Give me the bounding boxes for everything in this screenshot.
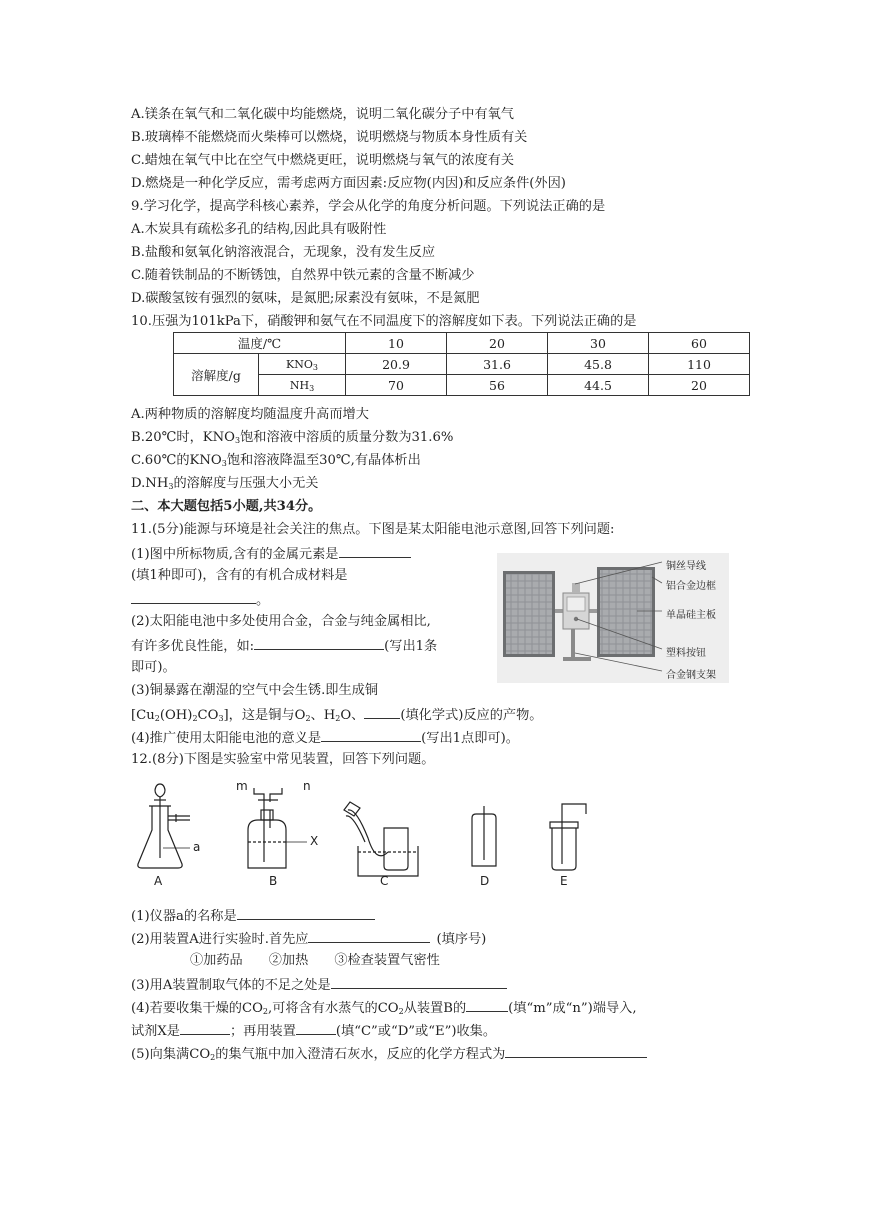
label-steel-bracket: 合金钢支架 xyxy=(666,670,716,681)
table-cell: 20 xyxy=(649,375,750,396)
table-cell: 45.8 xyxy=(548,354,649,375)
q11-part1: (1)图中所标物质,含有的金属元素是 xyxy=(131,544,411,564)
kno3-label: $KNO_3$ xyxy=(259,354,346,375)
label-aluminum-frame: 铝合金边框 xyxy=(666,581,716,592)
option-8c: C.蜡烛在氧气中比在空气中燃烧更旺，说明燃烧与氧气的浓度有关 xyxy=(131,153,515,168)
q12-part5: (5)向集满$CO_2$的集气瓶中加入澄清石灰水，反应的化学方程式为 xyxy=(131,1044,647,1064)
q11-part3: (3)铜暴露在潮湿的空气中会生锈.即生成铜 xyxy=(131,683,379,698)
table-cell: 56 xyxy=(447,375,548,396)
question-11-stem: 11.(5分)能源与环境是社会关注的焦点。下图是某太阳能电池示意图,回答下列问题: xyxy=(131,522,615,537)
q11-part2-cont: 有许多优良性能，如: (写出1条 xyxy=(131,636,437,656)
option-10b: B.20℃时，$KNO_3$饱和溶液中溶质的质量分数为31.6% xyxy=(131,430,454,445)
apparatus-a xyxy=(138,784,190,868)
table-cell: 70 xyxy=(346,375,447,396)
option-8b: B.玻璃棒不能燃烧而火柴棒可以燃烧，说明燃烧与物质本身性质有关 xyxy=(131,130,528,145)
question-10-stem: 10.压强为101kPa下，硝酸钾和氨气在不同温度下的溶解度如下表。下列说法正确的是 xyxy=(131,314,637,329)
label-silicon-board: 单晶硅主板 xyxy=(666,610,716,621)
q12-part3: (3)用A装置制取气体的不足之处是 xyxy=(131,975,507,995)
q12-part4-cont: 试剂X是 ；再用装置 (填“C”或“D”或“E”)收集。 xyxy=(131,1021,496,1041)
table-cell: 44.5 xyxy=(548,375,649,396)
table-cell: 20.9 xyxy=(346,354,447,375)
question-9-stem: 9.学习化学，提高学科核心素养，学会从化学的角度分析问题。下列说法正确的是 xyxy=(131,199,606,214)
nh3-label: $NH_3$ xyxy=(259,375,346,396)
table-cell: 10 xyxy=(346,333,447,354)
table-cell: 20 xyxy=(447,333,548,354)
table-cell: 30 xyxy=(548,333,649,354)
option-9a: A.木炭具有疏松多孔的结构,因此具有吸附性 xyxy=(131,222,387,237)
label-instrument-a: a xyxy=(193,840,201,854)
solubility-header: 溶解度/g xyxy=(174,354,259,396)
q11-part3-cont: $[Cu_2(OH)_2CO_3]$，这是铜与$O_2$、$H_2O$、 (填化学式)反应的产物。 xyxy=(131,705,543,725)
section-heading: 二、本大题包括5小题,共34分。 xyxy=(131,499,322,514)
q12-part4: (4)若要收集干燥的$CO_2$,可将含有水蒸气的$CO_2$从装置B的 (填“m”成“n”)端导入, xyxy=(131,998,637,1018)
label-apparatus-e: E xyxy=(560,874,568,888)
table-row xyxy=(174,354,750,375)
question-12-stem: 12.(8分)下图是实验室中常见装置，回答下列问题。 xyxy=(131,752,435,767)
label-plastic-button: 塑料按钮 xyxy=(666,648,706,659)
table-row xyxy=(174,375,750,396)
table-cell: 110 xyxy=(649,354,750,375)
temp-header: 温度/℃ xyxy=(174,333,346,354)
apparatus-figure xyxy=(132,780,612,892)
option-8d: D.燃烧是一种化学反应，需考虑两方面因素:反应物(内因)和反应条件(外因) xyxy=(131,176,566,191)
table-row xyxy=(174,333,750,354)
table-cell: 60 xyxy=(649,333,750,354)
q11-part2: (2)太阳能电池中多处使用合金，合金与纯金属相比, xyxy=(131,614,431,629)
option-10d: $D.NH_3$的溶解度与压强大小无关 xyxy=(131,476,319,491)
label-port-m: m xyxy=(236,779,248,793)
label-reagent-x: X xyxy=(310,834,319,848)
option-9c: C.随着铁制品的不断锈蚀，自然界中铁元素的含量不断减少 xyxy=(131,268,475,283)
apparatus-c xyxy=(344,802,418,876)
label-apparatus-c: C xyxy=(380,874,389,888)
option-9d: D.碳酸氢铵有强烈的氨味，是氮肥;尿素没有氨味，不是氮肥 xyxy=(131,291,480,306)
q11-part1-cont: (填1种即可)，含有的有机合成材料是 xyxy=(131,568,348,583)
option-10a: A.两种物质的溶解度均随温度升高而增大 xyxy=(131,407,369,422)
label-copper-wire: 铜丝导线 xyxy=(666,561,706,572)
label-apparatus-d: D xyxy=(480,874,490,888)
table-cell: 31.6 xyxy=(447,354,548,375)
apparatus-b xyxy=(248,788,307,868)
label-apparatus-b: B xyxy=(269,874,278,888)
q12-part1: (1)仪器a的名称是 xyxy=(131,906,375,926)
option-8a: A.镁条在氧气和二氧化碳中均能燃烧，说明二氧化碳分子中有氧气 xyxy=(131,107,514,122)
option-10c: C.60℃的$KNO_3$饱和溶液降温至30℃,有晶体析出 xyxy=(131,453,421,468)
q11-part2-end: 即可)。 xyxy=(131,660,176,675)
q12-part2-options: ①加药品 ②加热 ③检查装置气密性 xyxy=(190,953,440,968)
solubility-table xyxy=(173,332,750,396)
q11-part4: (4)推广使用太阳能电池的意义是 (写出1点即可)。 xyxy=(131,728,519,748)
left-panel xyxy=(503,571,555,657)
apparatus-d xyxy=(472,806,496,866)
option-9b: B.盐酸和氨氧化钠溶液混合，无现象，没有发生反应 xyxy=(131,245,436,260)
q11-part1-blank: 。 xyxy=(131,590,269,610)
label-apparatus-a: A xyxy=(154,874,163,888)
label-port-n: n xyxy=(303,779,311,793)
q12-part2: (2)用装置A进行实验时.首先应 (填序号) xyxy=(131,929,486,949)
apparatus-e xyxy=(550,804,586,870)
